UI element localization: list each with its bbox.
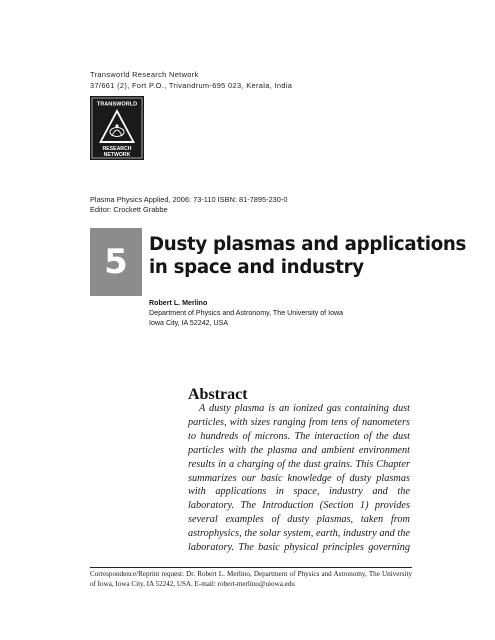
publication-info xyxy=(90,195,287,215)
publisher-address: 37/661 (2), Fort P.O., Trivandrum-695 023, Kerala, India xyxy=(90,80,293,90)
author-affiliation: Department of Physics and Astronomy, The University of Iowa xyxy=(149,308,344,317)
transworld-logo-icon xyxy=(90,96,144,160)
logo-bottom-text-2: NETWORK xyxy=(103,152,131,158)
publisher-name: Transworld Research Network xyxy=(90,70,199,79)
chapter-title-line-2: in space and industry xyxy=(149,257,364,278)
chapter-number-box xyxy=(90,228,142,296)
chapter-number: 5 xyxy=(104,242,128,282)
citation-line: Plasma Physics Applied, 2006: 73-110 ISBN: 81-7895-230-0 xyxy=(90,195,288,204)
author-block xyxy=(149,299,343,328)
abstract-text: A dusty plasma is an ionized gas containing dust particles, with sizes ranging from tens of nanometers to hundreds of microns. The interaction of the dust particles with the plasma and ambient environment results in a charging of the dust grains. This Chapter summarizes our basic knowledge of dusty plasmas with applications in space, industry and the laboratory. The Introduction (Section 1) provides several examples of dusty plasmas, taken from astrophysics, the solar system, earth, industry and the laboratory. The basic physical principles governing xyxy=(188,403,410,554)
chapter-title-line-1: Dusty plasmas and applications xyxy=(149,234,467,255)
logo-top-text: TRANSWORLD xyxy=(96,101,138,108)
editor-line: Editor: Crockett Grabbe xyxy=(90,205,168,214)
author-name: Robert L. Merlino xyxy=(149,299,208,307)
publisher-block xyxy=(90,70,292,91)
correspondence-note: Correspondence/Reprint request: Dr. Robert L. Merlino, Department of Physics and Astronomy, The University of Iowa, Iowa City, IA 52242, USA. E-mail: robert-merlino@uiowa.edu xyxy=(90,570,412,588)
footer-divider xyxy=(90,567,412,568)
author-address: Iowa City, IA 52242, USA xyxy=(149,318,229,327)
abstract-heading: Abstract xyxy=(188,386,248,403)
chapter-title xyxy=(149,233,466,279)
logo-bottom-text-1: RESEARCH xyxy=(102,146,132,152)
